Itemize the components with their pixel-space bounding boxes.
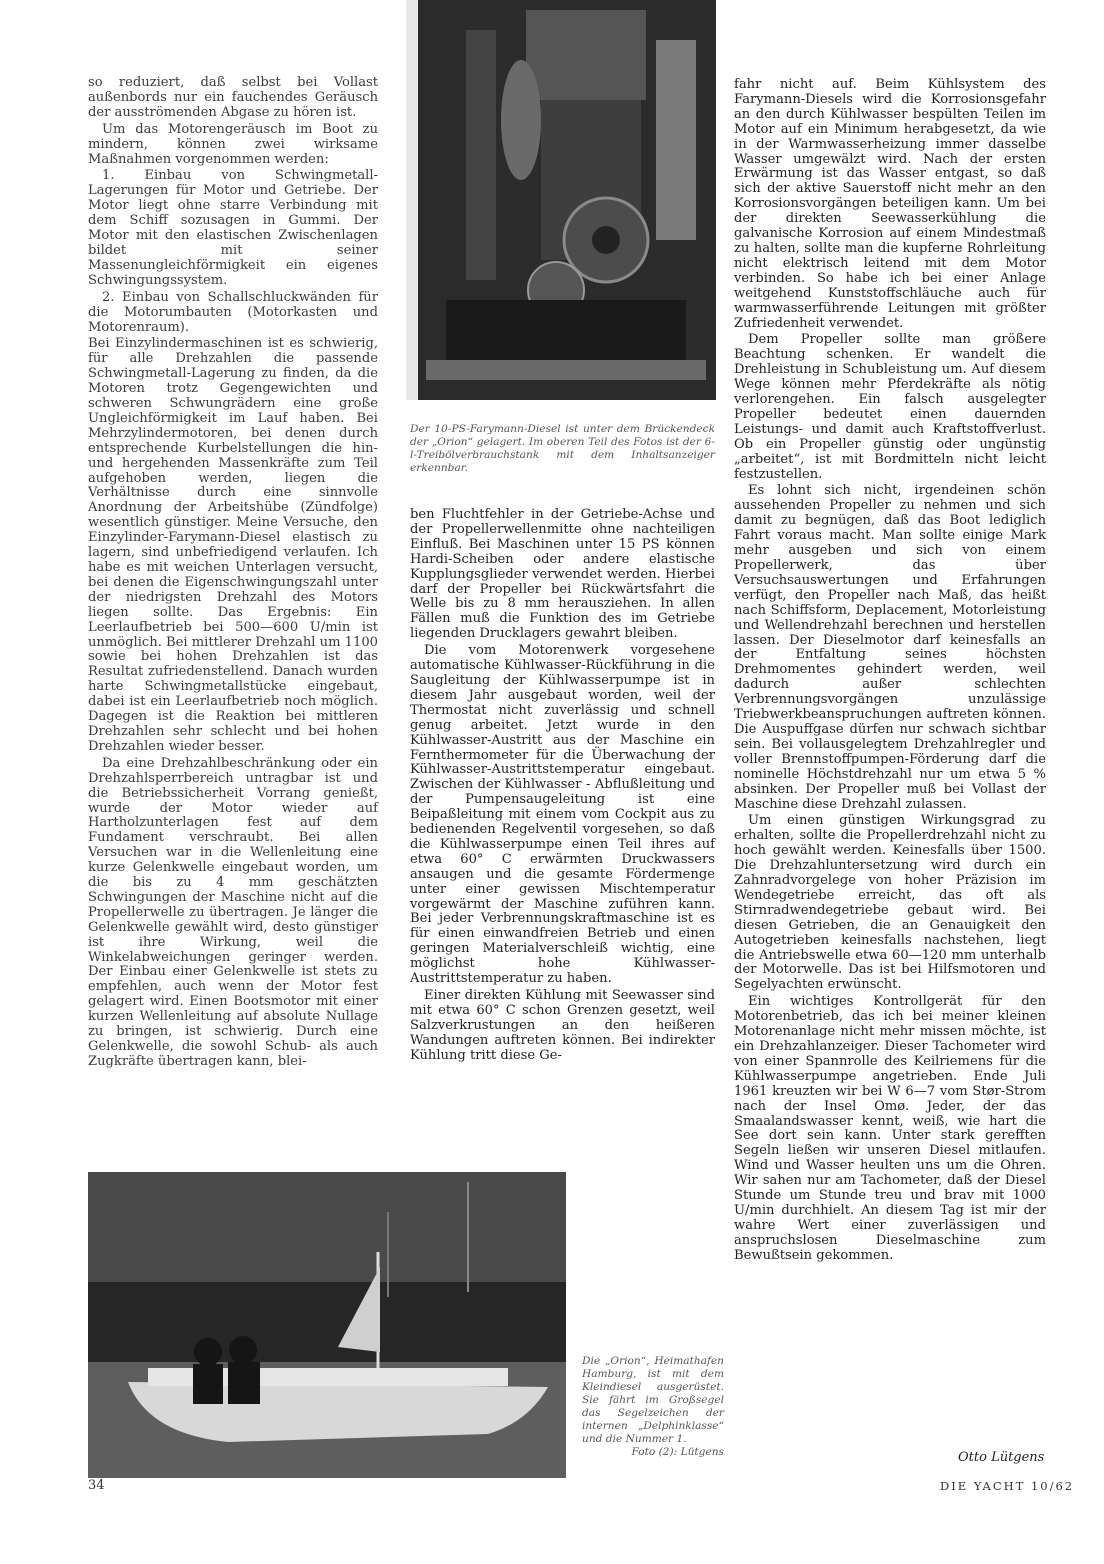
boat-photo (88, 1172, 566, 1478)
text-column-2 (410, 508, 715, 1066)
paragraph: Da eine Drehzahlbeschränkung oder ein Drehzahlsperrbereich untragbar ist und die Betriebssicherheit Vorrang genießt, wurde der Motor wieder auf Hartholzunterlagen fest auf dem Fundament verschraubt. Bei allen Versuchen war in die Wellenleitung eine kurze Gelenkwelle eingebaut worden, um die bis zu 4 mm geschätzten Schwingungen der Maschine nicht auf die Propellerwelle zu übertragen. Je länger die Gelenkwelle gewählt wird, desto günstiger ist ihre Wirkung, weil die Winkelabweichungen geringer werden. Der Einbau einer Gelenkwelle ist stets zu empfehlen, auch wenn der Motor fest gelagert wird. Einen Bootsmotor mit einer kurzen Wellenleitung auf absolute Nullage zu bringen, ist schwierig. Durch eine Gelenkwelle, die sowohl Schub- als auch Zugkräfte übertragen kann, blei- (88, 755, 378, 1069)
paragraph: Ein wichtiges Kontrollgerät für den Motorenbetrieb, das ich bei meiner kleinen Motorenanlage nicht mehr missen möchte, ist ein Drehzahlanzeiger. Dieser Tachometer wird von einer Spannrolle des Keilriemens für die Kühlwasserpumpe angetrieben. Ende Juli 1961 kreuzten wir bei W 6—7 vom Stør-Strom nach der Insel Omø. Jeder, der das Smaalandswasser kennt, weiß, wie hart die See dort sein kann. Unter stark gerefften Segeln ließen wir unseren Diesel mitlaufen. Wind und Wasser heulten uns um die Ohren. Wir sahen nur am Tachometer, daß der Diesel Stunde um Stunde treu und brav mit 1000 U/min durchhielt. An diesem Tag ist mir der wahre Wert einer zuverlässigen und anspruchslosen Dieselmaschine zum Bewußtsein gekommen. (734, 994, 1046, 1263)
paragraph: 2. Einbau von Schallschluckwänden für die Motorumbauten (Motorkasten und Motorenraum). (88, 289, 378, 335)
engine-illustration (406, 0, 716, 400)
paragraph: Dem Propeller sollte man größere Beachtung schenken. Er wandelt die Drehleistung in Schubleistung um. Auf diesem Wege können mehr Pferdekräfte als nötig verlorengehen. Ein falsch ausgelegter Propeller bedeutet einen dauernden Leistungs- und damit auch Kraftstoffverlust. Ob ein Propeller günstig oder ungünstig „arbeitet“, ist mit Bordmitteln nicht leicht festzustellen. (734, 332, 1046, 482)
paragraph: fahr nicht auf. Beim Kühlsystem des Farymann-Diesels wird die Korrosionsgefahr an den durch Kühlwasser bespülten Teilen im Motor auf ein Minimum herabgesetzt, da wie in der Warmwasserheizung immer dasselbe Wasser umgewälzt wird. Nach der ersten Erwärmung ist das Wasser entgast, so daß sich der aktive Sauerstoff nicht mehr an den Korrosionsvorgängen beteiligen kann. Um bei der direkten Seewasserkühlung die galvanische Korrosion auf einem Mindestmaß zu halten, sollte man die kupferne Rohrleitung nicht elektrisch leitend mit dem Motor verbinden. So habe ich bei einer Anlage weitgehend Kunststoffschläuche auch für warmwasserführende Leitungen mit größter Zufriedenheit verwendet. (734, 77, 1046, 331)
boat-caption-text: Die „Orion“, Heimathafen Hamburg, ist mit dem Kleindiesel ausgerüstet. Sie fährt im Großsegel das Segelzeichen der internen „Delphinklasse“ und die Nummer 1. (582, 1355, 724, 1445)
paragraph: Um einen günstigen Wirkungsgrad zu erhalten, sollte die Propellerdrehzahl nicht zu hoch gewählt werden. Keinesfalls über 1500. Die Drehzahluntersetzung wird durch ein Zahnradvorgelege von hoher Präzision im Wendegetriebe erreicht, das oft als Stirnradwendegetriebe gebaut wird. Bei diesen Getrieben, die an Genauigkeit den Autogetrieben keinesfalls nachstehen, liegt die Antriebswelle etwa 60—120 mm unterhalb der Motorwelle. Das ist bei Hilfsmotoren und Segelyachten erwünscht. (734, 813, 1046, 993)
paragraph: 1. Einbau von Schwingmetall-Lagerungen für Motor und Getriebe. Der Motor liegt ohne starre Verbindung mit dem Schiff sozusagen in Gummi. Der Motor mit den elastischen Zwischenlagen bildet mit seiner Massenungleichförmigkeit ein eigenes Schwingungssystem. (88, 168, 378, 288)
sailboat-illustration (88, 1172, 566, 1478)
boat-photo-caption (582, 1355, 724, 1459)
paragraph: Bei Einzylindermaschinen ist es schwierig, für alle Drehzahlen die passende Schwingmetall-Lagerung zu finden, da die Motoren trotz Gegengewichten und schweren Schwungrädern eine große Ungleichförmigkeit im Lauf haben. Bei Mehrzylindermotoren, bei denen durch entsprechende Kurbelstellungen die hin- und hergehenden Massenkräfte zum Teil aufgehoben werden, liegen die Verhältnisse durch eine sinnvolle Anordnung der Arbeitshübe (Zündfolge) wesentlich günstiger. Meine Versuche, den Einzylinder-Farymann-Diesel elastisch zu lagern, sind unbefriedigend verlaufen. Ich habe es mit weichen Unterlagen versucht, bei denen die Eigenschwingungszahl unter der niedrigsten Drehzahl des Motors liegen sollte. Das Ergebnis: Ein Leerlaufbetrieb bei 500—600 U/min ist unmöglich. Bei mittlerer Drehzahl um 1100 sowie bei hohen Drehzahlen ist das Resultat zufriedenstellend. Danach wurden harte Schwingmetallstücke eingebaut, dabei ist ein Leerlaufbetrieb noch möglich. Dagegen ist die Reaktion bei mittleren Drehzahlen sehr schlecht und bei hohen Drehzahlen wieder besser. (88, 336, 378, 754)
paragraph: Um das Motorengeräusch im Boot zu mindern, können zwei wirksame Maßnahmen vorgenommen werden: (88, 121, 378, 167)
paragraph: Es lohnt sich nicht, irgendeinen schön aussehenden Propeller zu nehmen und sich damit zu begnügen, daß das Boot lediglich Fahrt voraus macht. Man sollte einige Mark mehr ausgeben und sich von einem Propellerwerk, das über Versuchsauswertungen und Erfahrungen verfügt, den Propeller nach Maß, das heißt nach Schiffsform, Deplacement, Motorleistung und Wellendrehzahl berechnen und herstellen lassen. Der Dieselmotor darf keinesfalls an der Entfaltung seines höchsten Drehmomentes gehindert werden, weil dadurch außer schlechten Verbrennungsvorgängen unzulässige Triebwerkbeanspruchungen auftreten können. Die Auspuffgase dürfen nur schwach sichtbar sein. Bei vollausgelegtem Drehzahlregler und voller Brennstoffpumpen-Förderung darf die nominelle Höchstdrehzahl nur um etwa 5 % absinken. Der Propeller muß bei Vollast der Maschine diese Drehzahl zulassen. (734, 483, 1046, 812)
author-signature: Otto Lütgens (958, 1450, 1045, 1465)
paragraph: so reduziert, daß selbst bei Vollast außenbords nur ein fauchendes Geräusch der ausströmenden Abgase zu hören ist. (88, 75, 378, 120)
engine-photo-caption (410, 423, 715, 475)
text-column-3 (734, 78, 1046, 1266)
paragraph: Die vom Motorenwerk vorgesehene automatische Kühlwasser-Rückführung in die Saugleitung der Kühlwasserpumpe ist in diesem Jahr ausgebaut worden, weil der Thermostat nicht zuverlässig und schnell genug arbeitet. Jetzt wurde in den Kühlwasser-Austritt aus der Maschine ein Fernthermometer für die Überwachung der Kühlwasser-Austrittstemperatur eingebaut. Zwischen der Kühlwasser - Abflußleitung und der Pumpensaugeleitung ist eine Beipaßleitung mit einem vom Cockpit aus zu bedienenden Regelventil vorgesehen, so daß die Kühlwasserpumpe einen Teil ihres auf etwa 60° C erwärmten Druckwassers ansaugen und die gesamte Fördermenge unter einer gewissen Mischtemperatur vorgewärmt der Maschine zuführen kann. Bei jeder Verbrennungskraftmaschine ist es für einen einwandfreien Betrieb und einen geringen Materialverschleiß wichtig, eine möglichst hohe Kühlwasser-Austrittstemperatur zu haben. (410, 643, 715, 987)
engine-photo (406, 0, 716, 400)
journal-footer: DIE YACHT 10/62 (940, 1479, 1075, 1493)
paragraph: Einer direkten Kühlung mit Seewasser sind mit etwa 60° C schon Grenzen gesetzt, weil Salzverkrustungen an den heißeren Wandungen auftreten können. Bei indirekter Kühlung tritt diese Ge- (410, 988, 715, 1063)
engine-caption-text: Der 10-PS-Farymann-Diesel ist unter dem Brückendeck der „Orion“ gelagert. Im oberen Teil des Fotos ist der 6-l-Treibölverbrauchstank mit dem Inhaltsanzeiger erkennbar. (410, 423, 715, 474)
photo-credit: Foto (2): Lütgens (631, 1446, 724, 1458)
text-column-1 (88, 76, 378, 1072)
paragraph: ben Fluchtfehler in der Getriebe-Achse und der Propellerwellenmitte ohne nachteiligen Einfluß. Bei Maschinen unter 15 PS können Hardi-Scheiben oder andere elastische Kupplungsglieder verwendet werden. Hierbei darf der Propeller bei Rückwärtsfahrt die Welle bis zu 8 mm herausziehen. In allen Fällen muß die Funktion des im Getriebe liegenden Drucklagers gewahrt bleiben. (410, 507, 715, 642)
page-number: 34 (88, 1478, 105, 1493)
